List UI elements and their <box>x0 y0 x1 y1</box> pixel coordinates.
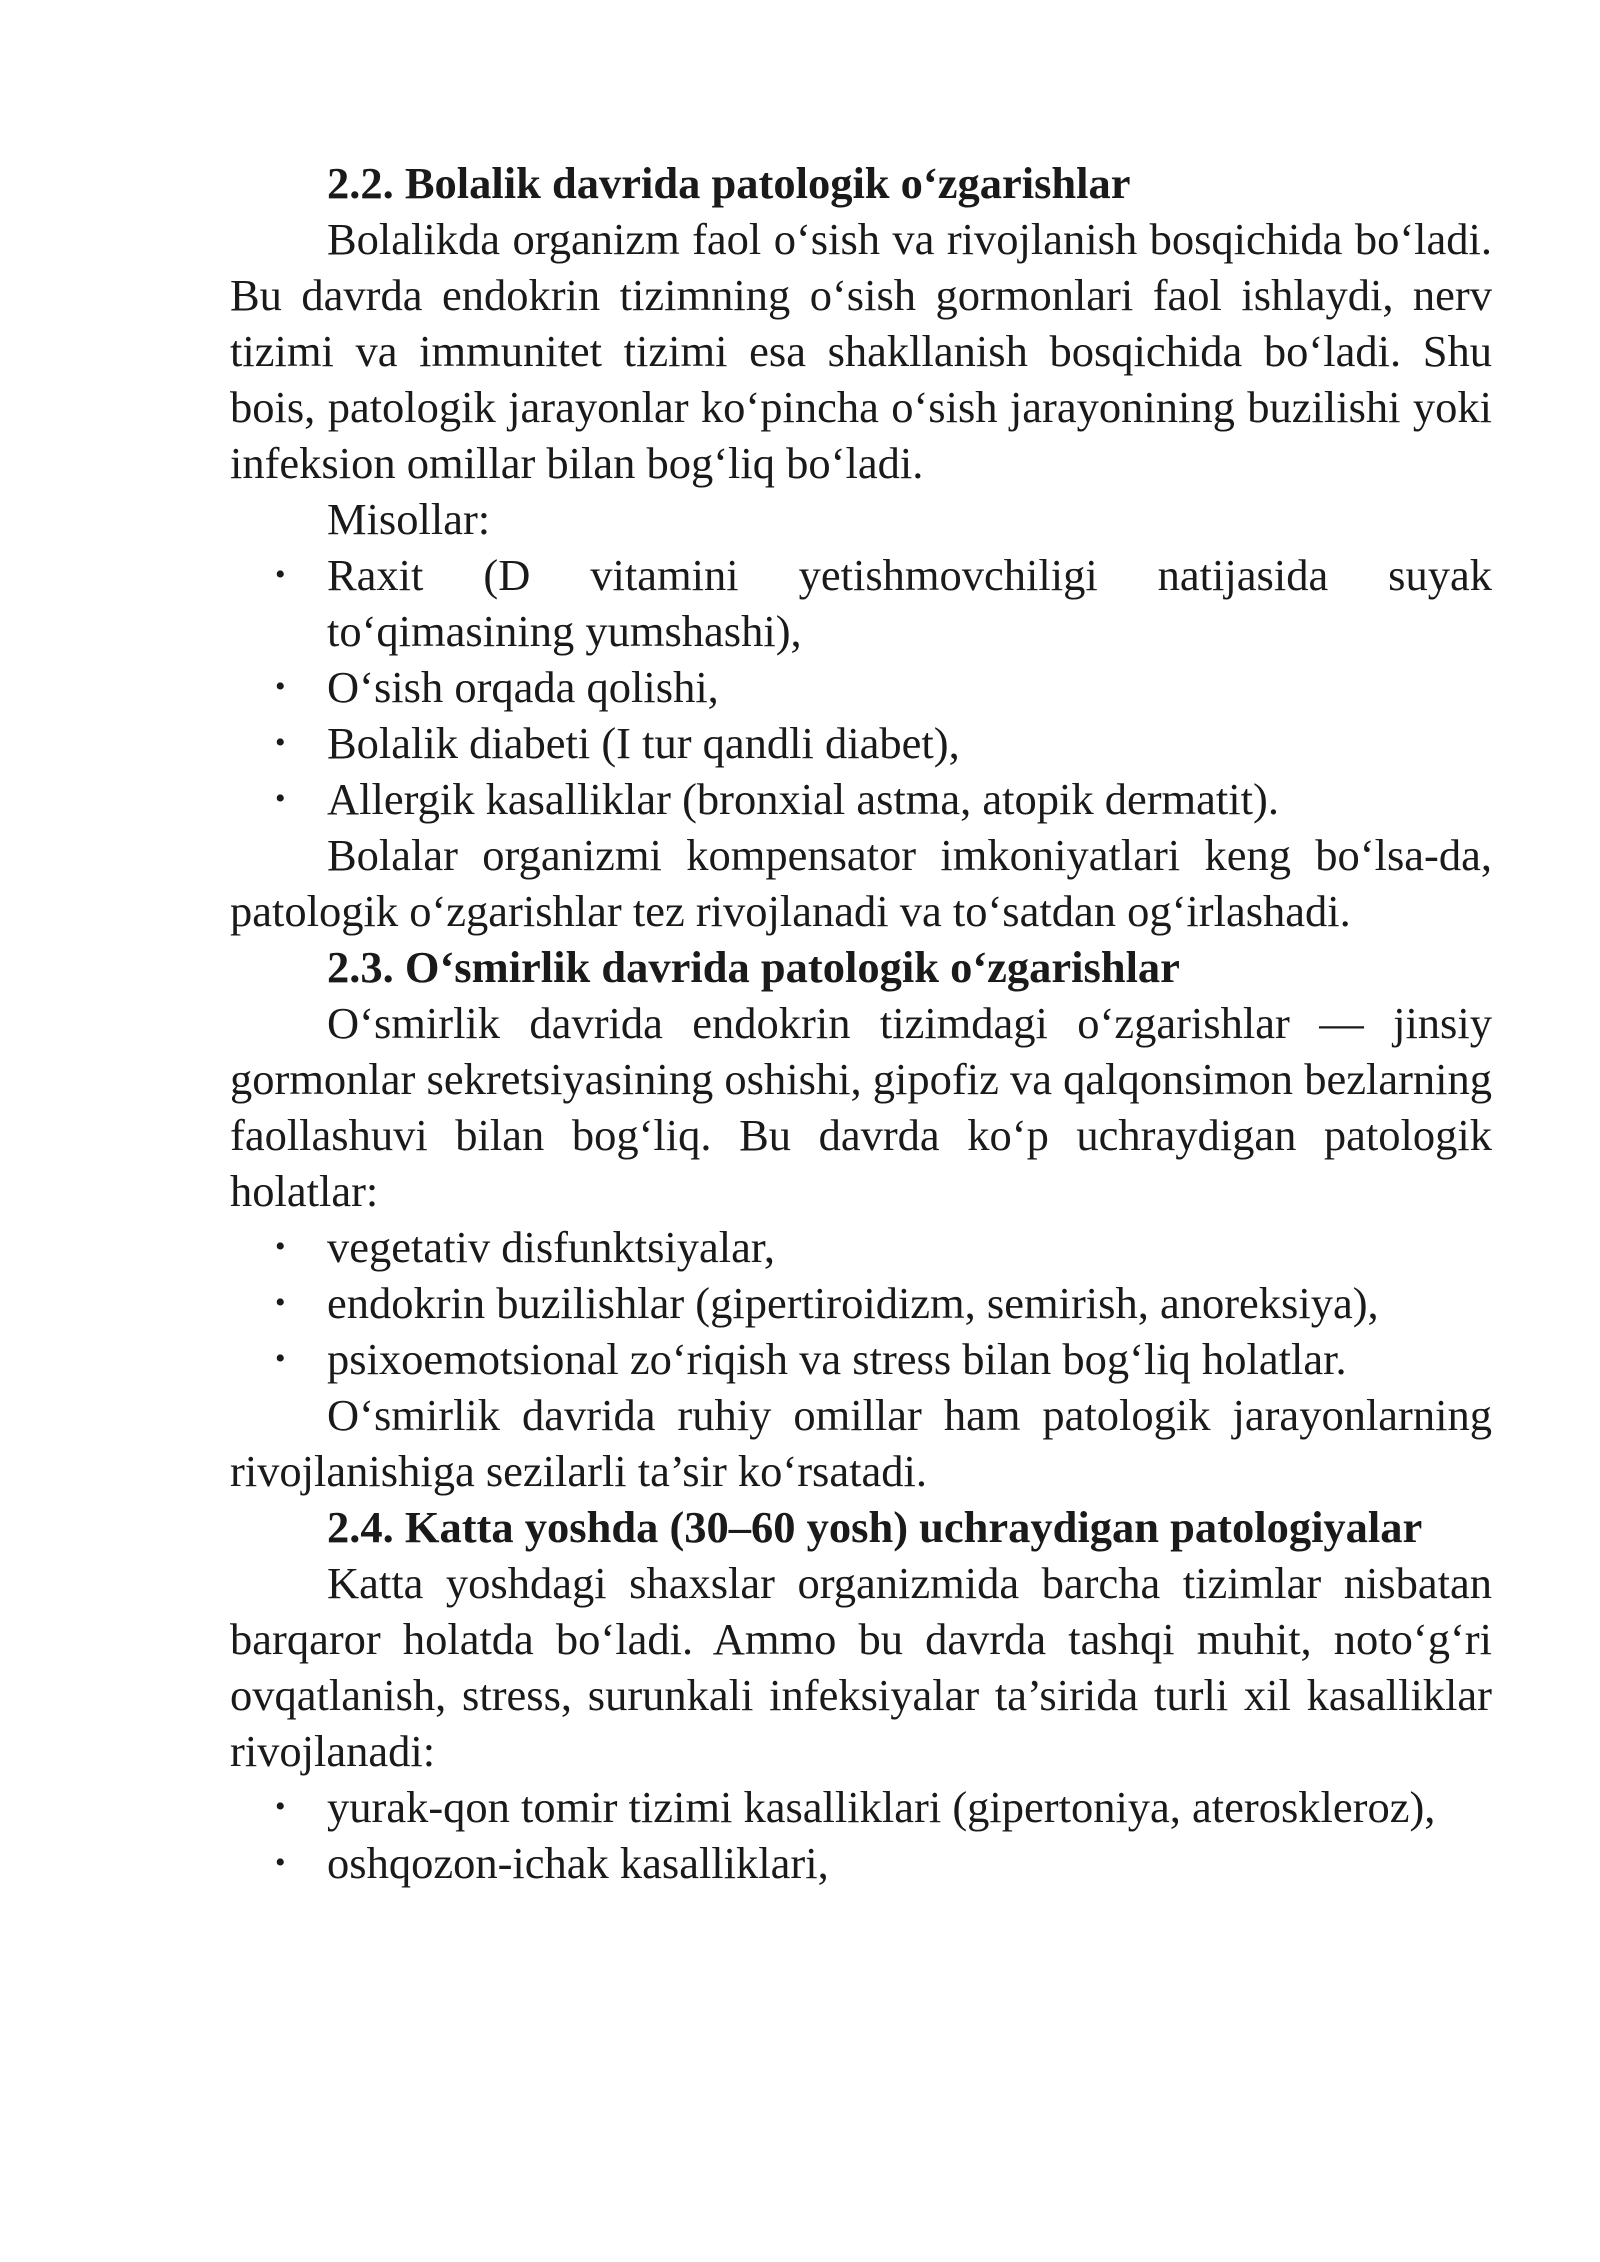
bullet-icon: • <box>275 1230 286 1263</box>
section-heading-2-4: 2.4. Katta yoshda (30–60 yosh) uchraydigan patologiyalar <box>327 1502 1423 1552</box>
list-item: • vegetativ disfunktsiyalar, <box>327 1219 1492 1275</box>
bullet-icon: • <box>275 558 286 591</box>
bullet-icon: • <box>275 1342 286 1375</box>
document-page <box>230 155 1492 1891</box>
list-item: • yurak-qon tomir tizimi kasalliklari (gipertoniya, ateroskleroz), <box>327 1779 1492 1835</box>
bullet-icon: • <box>275 726 286 759</box>
list-item: • oshqozon-ichak kasalliklari, <box>327 1835 1492 1891</box>
section-2-3-outro: O‘smirlik davrida ruhiy omillar ham patologik jarayonlarning rivojlanishiga sezilarli ta’sir ko‘rsatadi. <box>230 1390 1492 1496</box>
section-2-3-list <box>230 1219 1492 1387</box>
section-heading-2-3: 2.3. O‘smirlik davrida patologik o‘zgarishlar <box>327 942 1180 992</box>
list-item: • Bolalik diabeti (I tur qandli diabet), <box>327 715 1492 771</box>
section-2-2-list-label: Misollar: <box>327 494 491 544</box>
list-item: • Allergik kasalliklar (bronxial astma, atopik dermatit). <box>327 771 1492 827</box>
section-heading-2-2: 2.2. Bolalik davrida patologik o‘zgarishlar <box>327 158 1131 208</box>
section-2-2-list <box>230 547 1492 827</box>
bullet-icon: • <box>275 1286 286 1319</box>
section-2-4-intro: Katta yoshdagi shaxslar organizmida barcha tizimlar nisbatan barqaror holatda bo‘ladi. Ammo bu davrda tashqi muhit, noto‘g‘ri ovqatlanish, stress, surunkali infeksiyalar ta’sirida turli xil kasalliklar rivojlanadi: <box>230 1558 1492 1776</box>
section-2-2-intro: Bolalikda organizm faol o‘sish va rivojlanish bosqichida bo‘ladi. Bu davrda endokrin tizimning o‘sish gormonlari faol ishlaydi, nerv tizimi va immunitet tizimi esa shakllanish bosqichida bo‘ladi. Shu bois, patologik jarayonlar ko‘pincha o‘sish jarayonining buzilishi yoki infeksion omillar bilan bog‘liq bo‘ladi. <box>230 214 1492 488</box>
bullet-icon: • <box>275 782 286 815</box>
list-item: • O‘sish orqada qolishi, <box>327 659 1492 715</box>
bullet-icon: • <box>275 1790 286 1823</box>
section-2-2-outro: Bolalar organizmi kompensator imkoniyatlari keng bo‘lsa-da, patologik o‘zgarishlar tez rivojlanadi va to‘satdan og‘irlashadi. <box>230 830 1492 936</box>
list-item: • Raxit (D vitamini yetishmovchiligi natijasida suyak to‘qimasining yumshashi), <box>327 547 1492 659</box>
section-2-3-intro: O‘smirlik davrida endokrin tizimdagi o‘zgarishlar — jinsiy gormonlar sekretsiyasining oshishi, gipofiz va qalqonsimon bezlarning faollashuvi bilan bog‘liq. Bu davrda ko‘p uchraydigan patologik holatlar: <box>230 998 1492 1216</box>
list-item: • endokrin buzilishlar (gipertiroidizm, semirish, anoreksiya), <box>327 1275 1492 1331</box>
list-item: • psixoemotsional zo‘riqish va stress bilan bog‘liq holatlar. <box>327 1331 1492 1387</box>
bullet-icon: • <box>275 670 286 703</box>
bullet-icon: • <box>275 1846 286 1879</box>
section-2-4-list <box>230 1779 1492 1891</box>
